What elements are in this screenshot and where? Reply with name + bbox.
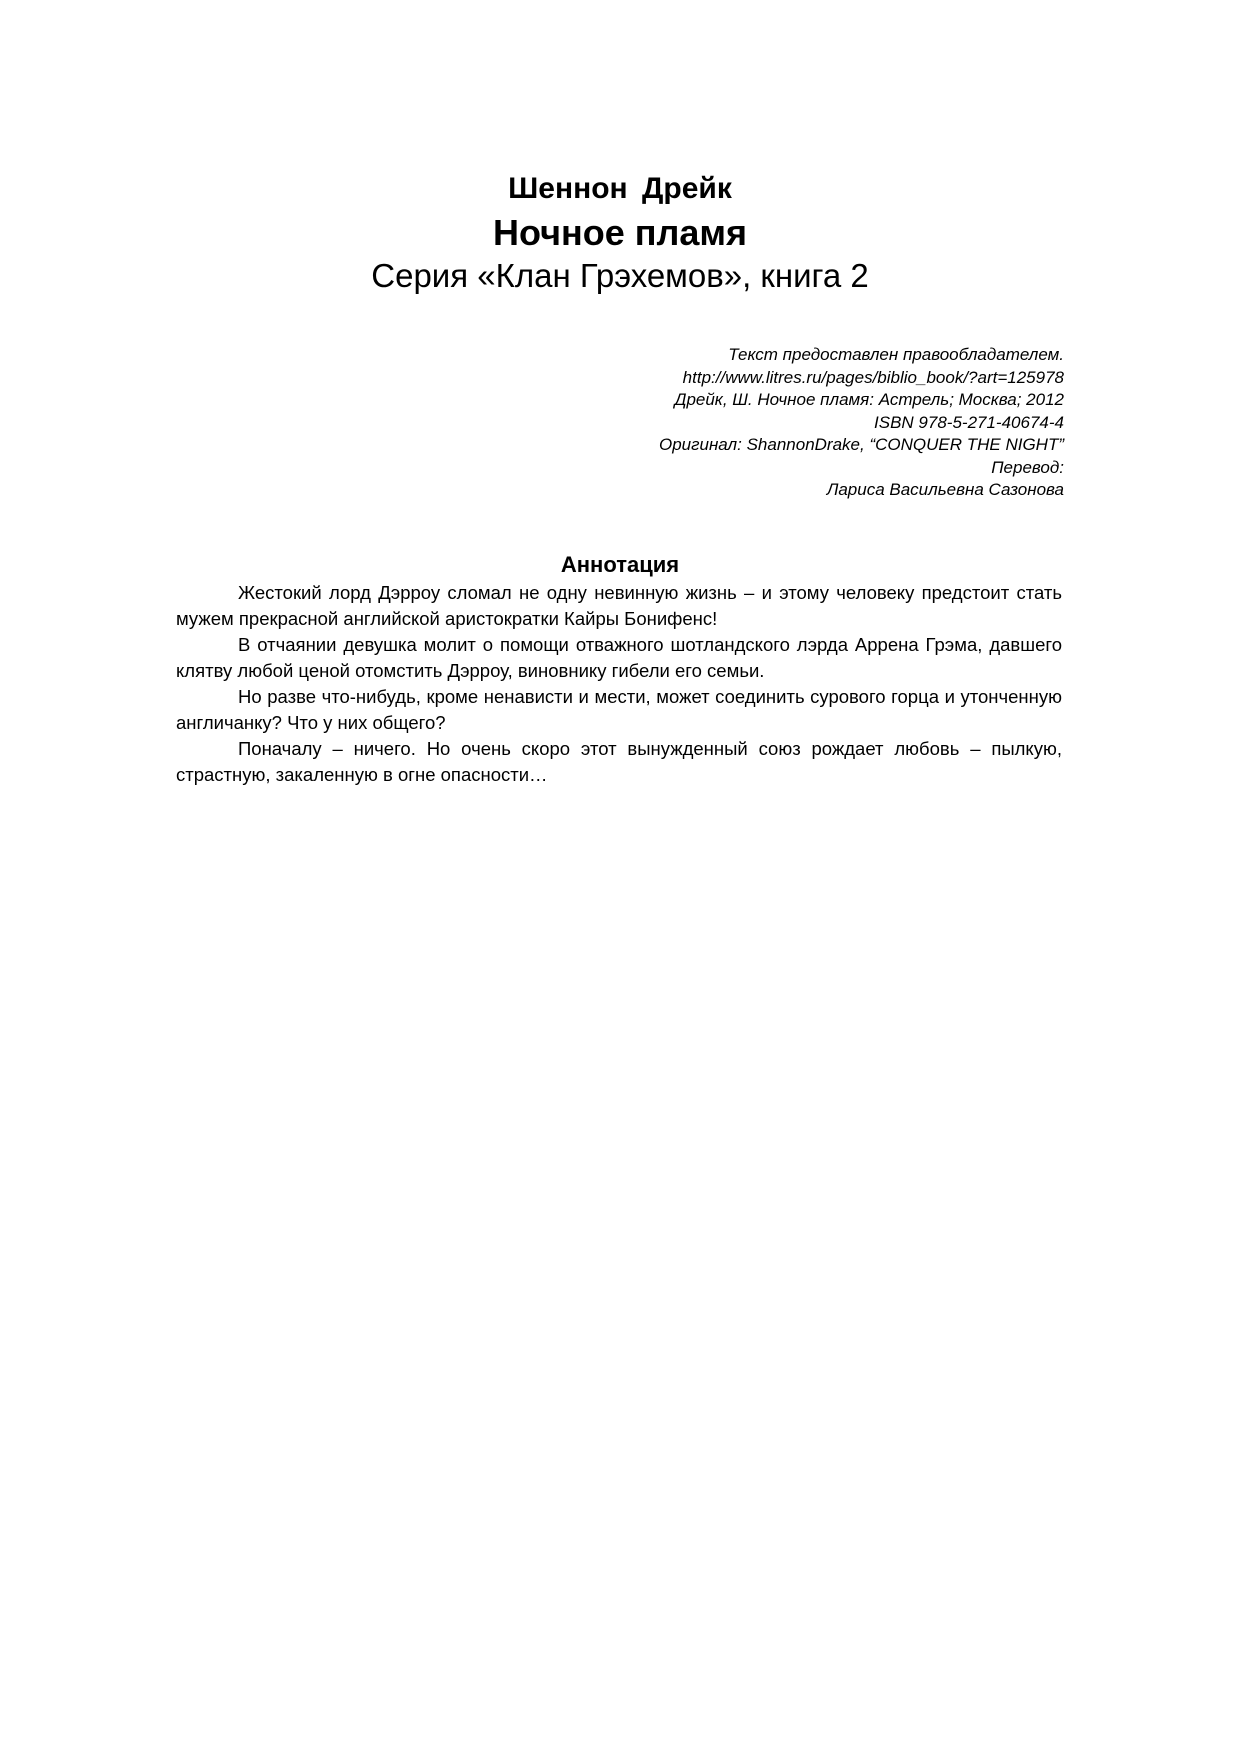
book-author: Шеннон Дрейк: [508, 172, 732, 205]
book-series: Серия «Клан Грэхемов», книга 2: [371, 257, 869, 294]
meta-line-rights: Текст предоставлен правообладателем.: [728, 345, 1064, 364]
meta-line-imprint: Дрейк, Ш. Ночное пламя: Астрель; Москва; 2012: [674, 390, 1064, 409]
publication-info: [504, 344, 1064, 502]
meta-line-translator: Лариса Васильевна Сазонова: [826, 480, 1064, 499]
meta-line-url: http://www.litres.ru/pages/biblio_book/?art=125978: [682, 367, 1064, 387]
meta-line-isbn: ISBN 978-5-271-40674-4: [874, 412, 1064, 432]
annotation-paragraph: Жестокий лорд Дэрроу сломал не одну невинную жизнь – и этому человеку предстоит стать мужем прекрасной английской аристократки Кайры Бонифенс!: [176, 582, 1062, 629]
meta-line-original: Оригинал: ShannonDrake, “CONQUER THE NIGHT”: [658, 435, 1064, 454]
meta-line-translation-label: Перевод:: [991, 457, 1064, 477]
annotation-body: [176, 580, 1062, 788]
annotation-heading: Аннотация: [560, 552, 680, 577]
annotation-paragraph: Поначалу – ничего. Но очень скоро этот вынужденный союз рождает любовь – пылкую, страстную, закаленную в огне опасности…: [176, 738, 1062, 785]
annotation-paragraph: Но разве что-нибудь, кроме ненависти и мести, может соединить сурового горца и утонченную англичанку? Что у них общего?: [176, 686, 1062, 733]
book-title: Ночное пламя: [492, 212, 748, 253]
annotation-paragraph: В отчаянии девушка молит о помощи отважного шотландского лэрда Аррена Грэма, давшего клятву любой ценой отомстить Дэрроу, виновнику гибели его семьи.: [176, 634, 1062, 681]
